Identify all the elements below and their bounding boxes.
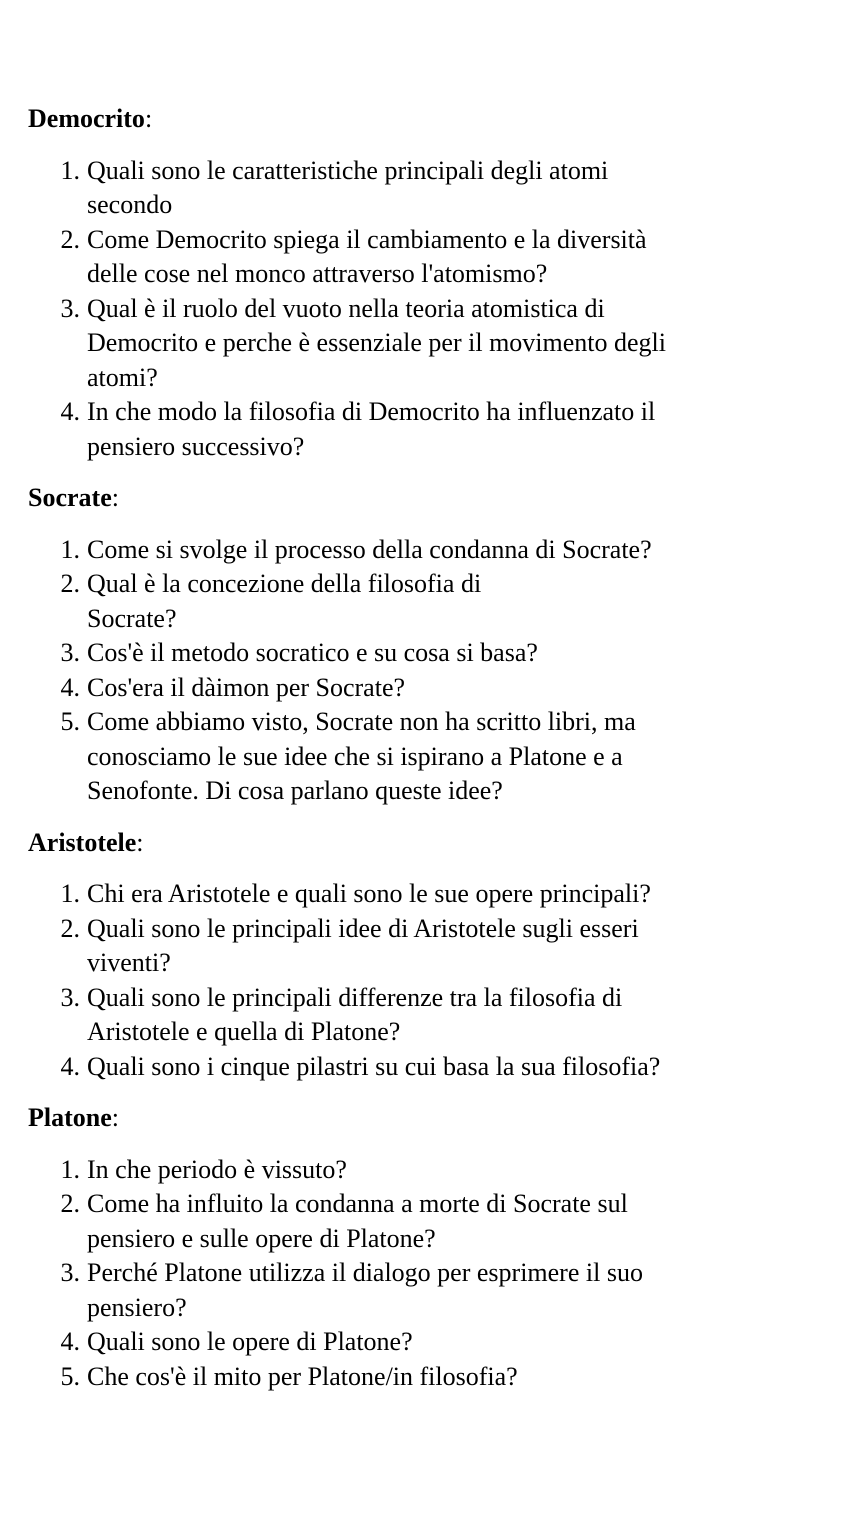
question-text-line: Che cos'è il mito per Platone/in filosofia? bbox=[87, 1361, 518, 1391]
question-text-line: Aristotele e quella di Platone? bbox=[87, 1017, 401, 1046]
question-item bbox=[28, 154, 828, 223]
question-number: 5. bbox=[60, 707, 80, 736]
section-heading bbox=[28, 826, 828, 861]
question-text-line: Quali sono le caratteristiche principali degli atomi bbox=[87, 155, 609, 185]
question-text-line: Quali sono le principali idee di Aristotele sugli esseri bbox=[87, 913, 639, 943]
question-item bbox=[28, 1050, 828, 1085]
question-text-line: Chi era Aristotele e quali sono le sue opere principali? bbox=[87, 879, 651, 908]
section-socrate bbox=[28, 481, 828, 809]
heading-colon: : bbox=[144, 104, 153, 133]
question-text-line: viventi? bbox=[87, 948, 171, 977]
question-item bbox=[28, 1325, 828, 1360]
question-text-line: Socrate? bbox=[87, 603, 177, 633]
document-page bbox=[28, 102, 828, 1411]
question-text-line: Come ha influito la condanna a morte di Socrate sul bbox=[87, 1189, 628, 1218]
question-number: 4. bbox=[60, 1051, 80, 1081]
question-text-line: Cos'è il metodo socratico e su cosa si basa? bbox=[87, 638, 538, 667]
question-text-line: Come abbiamo visto, Socrate non ha scritto libri, ma bbox=[87, 707, 636, 736]
question-list bbox=[28, 1153, 828, 1395]
question-list bbox=[28, 154, 828, 465]
question-number: 2. bbox=[60, 569, 80, 598]
question-text-line: Quali sono le principali differenze tra la filosofia di bbox=[87, 982, 623, 1012]
question-number: 2. bbox=[60, 224, 80, 254]
question-text-line: pensiero successivo? bbox=[87, 431, 305, 461]
question-item bbox=[28, 912, 828, 981]
question-number: 1. bbox=[60, 534, 80, 564]
question-text-line: atomi? bbox=[87, 362, 158, 392]
question-item bbox=[28, 671, 828, 706]
question-text-line: pensiero e sulle opere di Platone? bbox=[87, 1223, 436, 1253]
section-heading bbox=[28, 102, 828, 137]
section-title: Socrate bbox=[28, 483, 112, 512]
question-text-line: Qual è il ruolo del vuoto nella teoria atomistica di bbox=[87, 293, 605, 323]
question-number: 1. bbox=[60, 1154, 80, 1184]
heading-colon: : bbox=[111, 1103, 119, 1132]
question-number: 4. bbox=[60, 397, 80, 426]
question-item bbox=[28, 567, 828, 636]
heading-colon: : bbox=[136, 827, 144, 857]
question-item bbox=[28, 1187, 828, 1256]
question-text-line: Come Democrito spiega il cambiamento e la diversità bbox=[87, 224, 647, 254]
question-item bbox=[28, 1153, 828, 1188]
question-item bbox=[28, 223, 828, 292]
question-number: 1. bbox=[60, 155, 80, 185]
question-text-line: pensiero? bbox=[87, 1292, 187, 1322]
section-heading bbox=[28, 481, 828, 516]
question-number: 2. bbox=[60, 1189, 80, 1218]
question-item bbox=[28, 705, 828, 809]
section-aristotele bbox=[28, 826, 828, 1085]
question-text-line: Cos'era il dàimon per Socrate? bbox=[87, 672, 406, 702]
question-number: 1. bbox=[60, 879, 80, 908]
question-number: 3. bbox=[60, 638, 80, 667]
heading-colon: : bbox=[111, 483, 119, 512]
question-item bbox=[28, 533, 828, 568]
question-number: 4. bbox=[60, 1327, 80, 1356]
section-title: Aristotele bbox=[28, 827, 137, 857]
question-item bbox=[28, 1360, 828, 1395]
question-text-line: Senofonte. Di cosa parlano queste idee? bbox=[87, 776, 503, 805]
question-item bbox=[28, 981, 828, 1050]
question-text-line: conosciamo le sue idee che si ispirano a Platone e a bbox=[87, 741, 623, 771]
question-text-line: Quali sono i cinque pilastri su cui basa la sua filosofia? bbox=[87, 1051, 661, 1081]
question-text-line: secondo bbox=[87, 190, 173, 219]
question-list bbox=[28, 533, 828, 809]
question-item bbox=[28, 877, 828, 912]
question-text-line: Perché Platone utilizza il dialogo per esprimere il suo bbox=[87, 1258, 643, 1287]
question-number: 5. bbox=[60, 1361, 80, 1391]
section-heading bbox=[28, 1101, 828, 1136]
question-text-line: Come si svolge il processo della condanna di Socrate? bbox=[87, 534, 652, 564]
question-text-line: Qual è la concezione della filosofia di bbox=[87, 569, 482, 598]
question-number: 3. bbox=[60, 293, 80, 323]
question-text-line: In che periodo è vissuto? bbox=[87, 1154, 347, 1184]
question-number: 2. bbox=[60, 913, 80, 943]
section-platone bbox=[28, 1101, 828, 1394]
question-list bbox=[28, 877, 828, 1084]
question-item bbox=[28, 636, 828, 671]
question-text-line: delle cose nel monco attraverso l'atomismo? bbox=[87, 259, 548, 288]
question-item bbox=[28, 1256, 828, 1325]
question-text-line: In che modo la filosofia di Democrito ha influenzato il bbox=[87, 397, 656, 426]
section-title: Democrito bbox=[28, 104, 145, 133]
question-number: 3. bbox=[60, 1258, 80, 1287]
question-number: 3. bbox=[60, 982, 80, 1012]
question-text-line: Democrito e perche è essenziale per il movimento degli bbox=[87, 328, 666, 357]
question-text-line: Quali sono le opere di Platone? bbox=[87, 1327, 413, 1356]
question-number: 4. bbox=[60, 672, 80, 702]
question-item bbox=[28, 292, 828, 396]
section-democrito bbox=[28, 102, 828, 464]
section-title: Platone bbox=[28, 1103, 112, 1132]
question-item bbox=[28, 395, 828, 464]
